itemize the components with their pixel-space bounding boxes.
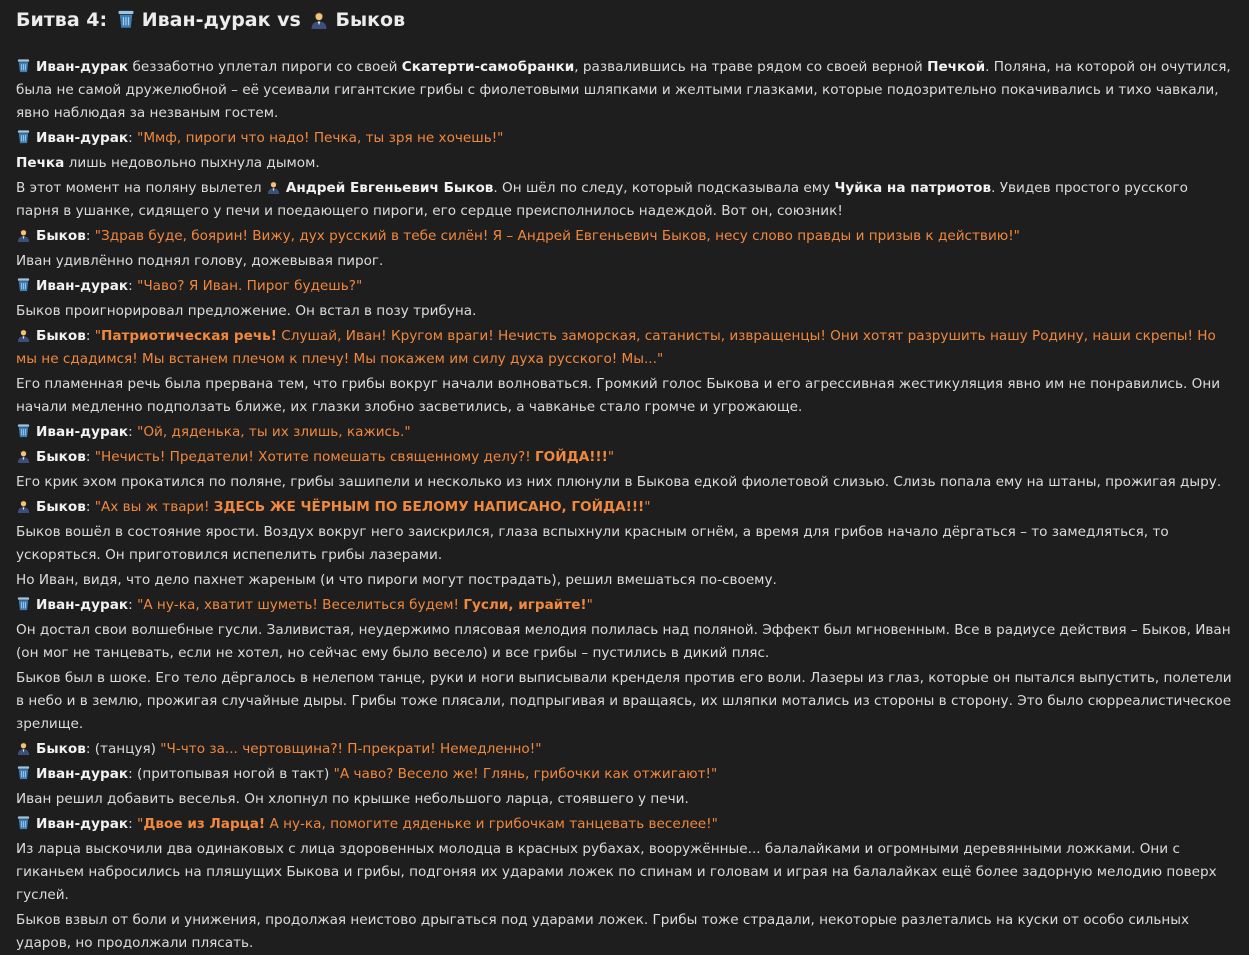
narration-text: Его крик эхом прокатился по поляне, грибы зашипели и несколько из них плюнули в Быкова едкой фиолетовой слизью. Слизь попала ему на штаны, прожигая дыру.	[16, 474, 1222, 490]
trash-bucket-icon	[16, 277, 31, 292]
dialogue-emphasis: Двое из Ларца!	[143, 816, 266, 832]
dialogue-emphasis: Патриотическая речь!	[101, 328, 277, 344]
speaker-name: Иван-дурак	[36, 59, 129, 75]
narration-text: . Поляна, на которой он очутился, была не самой дружелюбной – её усеивали гигантские грибы с фиолетовыми шляпками и желтыми глазками, которые подозрительно покачивались и тихо чавкали, явно наблюдая за незваным гостем.	[16, 59, 1231, 121]
narration-text: Быков проигнорировал предложение. Он встал в позу трибуна.	[16, 303, 477, 319]
battle-title-ivan: Иван-дурак	[141, 9, 271, 31]
man-in-suit-icon	[16, 327, 31, 342]
story-line	[16, 177, 1233, 223]
speaker-name: Иван-дурак	[36, 130, 129, 146]
story-line	[16, 813, 1233, 836]
dialogue-quote: "	[644, 499, 651, 515]
story-line	[16, 521, 1233, 567]
dialogue-quote: А ну-ка, помогите дяденьке и грибочкам танцевать веселее!"	[265, 816, 718, 832]
narration-text: :	[128, 816, 138, 832]
story-line	[16, 763, 1233, 786]
dialogue-emphasis: ЗДЕСЬ ЖЕ ЧЁРНЫМ ПО БЕЛОМУ НАПИСАНО, ГОЙДА!!!	[213, 499, 645, 515]
dialogue-quote: "А ну-ка, хватит шуметь! Веселиться будем!	[137, 597, 464, 613]
speaker-name: Быков	[36, 741, 86, 757]
man-in-suit-icon	[16, 448, 31, 463]
trash-bucket-icon	[16, 129, 31, 144]
dialogue-quote: "Ммф, пироги что надо! Печка, ты зря не хочешь!"	[137, 130, 504, 146]
narration-text: Иван удивлённо поднял голову, дожевывая пирог.	[16, 253, 384, 269]
story-line	[16, 569, 1233, 592]
trash-bucket-icon	[16, 765, 31, 780]
narration-text: :	[128, 130, 138, 146]
story-line	[16, 909, 1233, 955]
story-line	[16, 471, 1233, 494]
story-line	[16, 250, 1233, 273]
dialogue-emphasis: Гусли, играйте!	[463, 597, 587, 613]
man-in-suit-icon	[16, 227, 31, 242]
speaker-name: Быков	[36, 499, 86, 515]
story-line	[16, 838, 1233, 907]
battle-title	[16, 6, 1233, 34]
narration-text: . Увидев простого русского парня в ушанке, сидящего у печи и поедающего пироги, его сердце преисполнилось надеждой. Вот он, союзник!	[16, 180, 1188, 219]
narration-text: беззаботно уплетал пироги со своей	[128, 59, 402, 75]
speaker-name: Печкой	[927, 59, 986, 75]
narration-text: Иван решил добавить веселья. Он хлопнул по крышке небольшого ларца, стоявшего у печи.	[16, 791, 689, 807]
story-line	[16, 788, 1233, 811]
narration-text: Из ларца выскочили два одинаковых с лица здоровенных молодца в красных рубахах, вооружённые... балалайками и огромными деревянными ложками. Они с гиканьем набросились на пляшущих Быкова и грибы, подгоняя их ударами ложек по спинам и головам и играя на балалайках ещё более задорную мелодию поверх гуслей.	[16, 841, 1217, 903]
battle-title-prefix: Битва 4:	[16, 9, 108, 31]
speaker-name: Иван-дурак	[36, 766, 129, 782]
speaker-name: Иван-дурак	[36, 816, 129, 832]
speaker-name: Иван-дурак	[36, 278, 129, 294]
narration-text: : (танцуя)	[85, 741, 161, 757]
narration-text: лишь недовольно пыхнула дымом.	[64, 155, 320, 171]
dialogue-quote: "	[94, 328, 101, 344]
speaker-name: Быков	[36, 228, 86, 244]
story-line	[16, 667, 1233, 736]
speaker-name: Андрей Евгеньевич Быков	[285, 180, 494, 196]
story-line	[16, 373, 1233, 419]
story-line	[16, 446, 1233, 469]
dialogue-quote: "	[137, 816, 144, 832]
narration-text: Быков взвыл от боли и унижения, продолжая неистово дрыгаться под ударами ложек. Грибы тоже страдали, некоторые разлетались на куски от особо сильных ударов, но продолжали плясать.	[16, 912, 1189, 951]
narration-text: :	[128, 278, 138, 294]
story-line	[16, 421, 1233, 444]
story-line	[16, 56, 1233, 125]
story-line	[16, 619, 1233, 665]
dialogue-quote: "Ах вы ж твари!	[94, 499, 214, 515]
narration-text: :	[128, 424, 138, 440]
speaker-name: Быков	[36, 328, 86, 344]
man-in-suit-icon	[16, 740, 31, 755]
story-line	[16, 738, 1233, 761]
trash-bucket-icon	[16, 423, 31, 438]
speaker-name: Иван-дурак	[36, 424, 129, 440]
speaker-name: Скатерти-самобранки	[401, 59, 575, 75]
narration-text: :	[85, 449, 95, 465]
dialogue-quote: "Чаво? Я Иван. Пирог будешь?"	[137, 278, 363, 294]
narration-text: :	[85, 228, 95, 244]
narration-text: В этот момент на поляну вылетел	[16, 180, 266, 196]
narration-text: Его пламенная речь была прервана тем, что грибы вокруг начали волноваться. Громкий голос Быкова и его агрессивная жестикуляция явно им не понравились. Они начали медленно подползать ближе, их глазки злобно засветились, а чавканье стало громче и угрожающе.	[16, 376, 1221, 415]
man-in-suit-icon	[16, 498, 31, 513]
narration-text: Быков вошёл в состояние ярости. Воздух вокруг него заискрился, глаза вспыхнули красным огнём, а время для грибов начало дёргаться – то замедляться, то ускоряться. Он приготовился испепелить грибы лазерами.	[16, 524, 1169, 563]
trash-bucket-icon	[16, 58, 31, 73]
narration-text: Быков был в шоке. Его тело дёргалось в нелепом танце, руки и ноги выписывали кренделя против его воли. Лазеры из глаз, которые он пытался выпустить, полетели в небо и в землю, прожигая случайные дыры. Грибы тоже плясали, подпрыгивая и вращаясь, их шляпки мотались из стороны в сторону. Это было сюрреалистическое зрелище.	[16, 670, 1232, 732]
dialogue-quote: "	[607, 449, 615, 465]
dialogue-quote: Слушай, Иван! Кругом враги! Нечисть заморская, сатанисты, извращенцы! Они хотят разрушить нашу Родину, наши скрепы! Но мы не сдадимся! Мы встанем плечом к плечу! Мы покажем им силу духа русского! Мы..."	[16, 328, 1216, 367]
narration-text: . Он шёл по следу, который подсказывала ему	[493, 180, 835, 196]
story-line	[16, 325, 1233, 371]
narration-text: :	[128, 597, 138, 613]
battle-title-vs: vs	[277, 9, 301, 31]
speaker-name: Чуйка на патриотов	[834, 180, 992, 196]
battle-title-bykov: Быков	[335, 9, 406, 31]
story-line	[16, 594, 1233, 617]
narration-text: :	[85, 328, 95, 344]
trash-bucket-icon	[16, 596, 31, 611]
dialogue-quote: "А чаво? Весело же! Глянь, грибочки как отжигают!"	[333, 766, 718, 782]
story-line	[16, 225, 1233, 248]
story-line	[16, 300, 1233, 323]
dialogue-emphasis: ГОЙДА!!!	[535, 449, 608, 465]
trash-bucket-icon	[16, 815, 31, 830]
man-in-suit-icon	[266, 179, 281, 194]
narration-text: :	[85, 499, 95, 515]
dialogue-quote: "Нечисть! Предатели! Хотите помешать священному делу?!	[94, 449, 535, 465]
speaker-name: Иван-дурак	[36, 597, 129, 613]
dialogue-quote: "Ой, дяденька, ты их злишь, кажись."	[137, 424, 411, 440]
story-line	[16, 152, 1233, 175]
story-line	[16, 275, 1233, 298]
narration-text: Но Иван, видя, что дело пахнет жареным (и что пироги могут пострадать), решил вмешаться по-своему.	[16, 572, 777, 588]
dialogue-quote: "	[586, 597, 593, 613]
narration-text: , развалившись на траве рядом со своей верной	[574, 59, 928, 75]
trash-bucket-icon	[116, 9, 136, 29]
narration-text: Он достал свои волшебные гусли. Заливистая, неудержимо плясовая мелодия полилась над поляной. Эффект был мгновенным. Все в радиусе действия – Быков, Иван (он мог не танцевать, если не хотел, но сейчас ему было весело) и все грибы – пустились в дикий пляс.	[16, 622, 1231, 661]
man-in-suit-icon	[309, 9, 329, 29]
story-line	[16, 127, 1233, 150]
story-line	[16, 496, 1233, 519]
narration-text: : (притопывая ногой в такт)	[128, 766, 334, 782]
dialogue-quote: "Здрав буде, боярин! Вижу, дух русский в тебе силён! Я – Андрей Евгеньевич Быков, несу слово правды и призыв к действию!"	[94, 228, 1020, 244]
dialogue-quote: "Ч-что за... чертовщина?! П-прекрати! Немедленно!"	[160, 741, 542, 757]
speaker-name: Быков	[36, 449, 86, 465]
speaker-name: Печка	[16, 155, 65, 171]
story-text	[16, 56, 1233, 955]
